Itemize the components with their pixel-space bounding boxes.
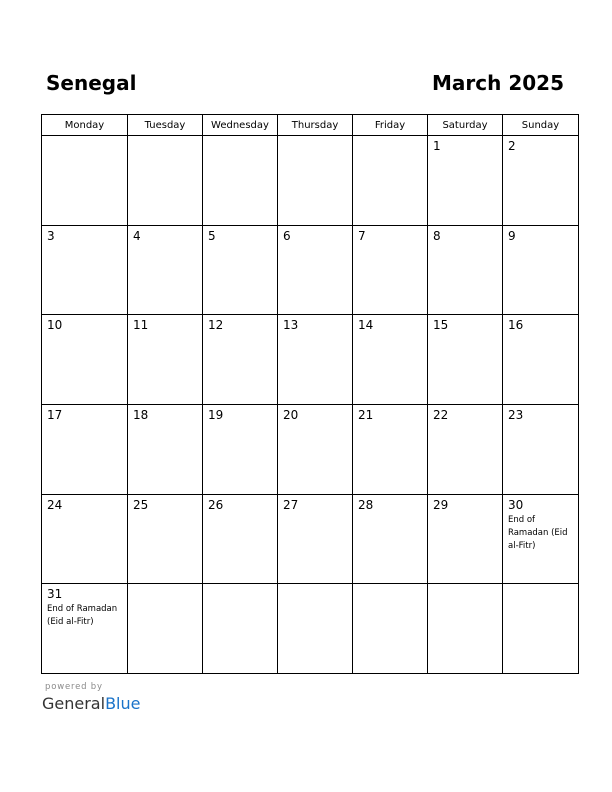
day-cell bbox=[353, 494, 428, 584]
day-number: 13 bbox=[283, 318, 299, 333]
week-row bbox=[42, 315, 579, 405]
day-number: 14 bbox=[358, 318, 374, 333]
day-cell bbox=[278, 404, 353, 494]
generalblue-logo[interactable] bbox=[42, 694, 140, 713]
weekday-friday: Friday bbox=[353, 115, 428, 136]
day-number: 23 bbox=[508, 407, 524, 422]
day-number: 10 bbox=[47, 318, 63, 333]
day-number: 5 bbox=[208, 228, 216, 243]
day-cell bbox=[278, 494, 353, 584]
day-number: 30 bbox=[508, 497, 524, 512]
empty-day-cell bbox=[128, 136, 203, 226]
day-number: 6 bbox=[283, 228, 291, 243]
day-number: 2 bbox=[508, 139, 516, 153]
day-cell bbox=[428, 404, 503, 494]
day-number: 29 bbox=[433, 497, 449, 512]
day-number: 16 bbox=[508, 318, 524, 333]
brand-blue-text: Blue bbox=[105, 694, 141, 713]
week-row bbox=[42, 225, 579, 315]
day-number: 28 bbox=[358, 497, 374, 512]
day-cell bbox=[503, 136, 579, 226]
day-number: 11 bbox=[133, 318, 149, 333]
empty-day-cell bbox=[503, 584, 579, 674]
day-number: 4 bbox=[133, 228, 141, 243]
holiday-label: End of Ramadan (Eid al-Fitr) bbox=[508, 514, 568, 551]
day-cell bbox=[353, 315, 428, 405]
weekday-wednesday: Wednesday bbox=[203, 115, 278, 136]
day-number: 8 bbox=[433, 228, 441, 243]
day-cell bbox=[353, 404, 428, 494]
weekday-sunday: Sunday bbox=[503, 115, 579, 136]
empty-day-cell bbox=[203, 584, 278, 674]
day-number: 17 bbox=[47, 407, 63, 422]
day-cell bbox=[128, 404, 203, 494]
day-cell bbox=[428, 315, 503, 405]
day-number: 27 bbox=[283, 497, 299, 512]
day-cell bbox=[42, 584, 128, 674]
day-cell bbox=[42, 494, 128, 584]
day-cell bbox=[42, 404, 128, 494]
powered-by-label: powered by bbox=[45, 682, 103, 692]
day-cell bbox=[428, 494, 503, 584]
weekday-header-row bbox=[42, 115, 579, 136]
day-cell bbox=[203, 225, 278, 315]
day-cell bbox=[428, 225, 503, 315]
day-number: 1 bbox=[433, 139, 441, 153]
brand-general-text: General bbox=[42, 694, 106, 713]
day-number: 15 bbox=[433, 318, 449, 333]
day-cell bbox=[278, 315, 353, 405]
day-number: 26 bbox=[208, 497, 224, 512]
empty-day-cell bbox=[203, 136, 278, 226]
day-cell bbox=[278, 225, 353, 315]
day-cell bbox=[128, 225, 203, 315]
month-title: March 2025 bbox=[432, 71, 564, 95]
week-row bbox=[42, 584, 579, 674]
weekday-saturday: Saturday bbox=[428, 115, 503, 136]
day-cell bbox=[42, 315, 128, 405]
day-number: 18 bbox=[133, 407, 149, 422]
day-number: 22 bbox=[433, 407, 449, 422]
day-cell bbox=[42, 225, 128, 315]
day-cell bbox=[503, 225, 579, 315]
empty-day-cell bbox=[353, 136, 428, 226]
empty-day-cell bbox=[278, 136, 353, 226]
day-cell bbox=[503, 494, 579, 584]
day-number: 31 bbox=[47, 587, 63, 602]
day-number: 3 bbox=[47, 228, 55, 243]
empty-day-cell bbox=[128, 584, 203, 674]
empty-day-cell bbox=[42, 136, 128, 226]
empty-day-cell bbox=[353, 584, 428, 674]
day-cell bbox=[428, 136, 503, 226]
day-number: 24 bbox=[47, 497, 63, 512]
weekday-tuesday: Tuesday bbox=[128, 115, 203, 136]
day-cell bbox=[503, 404, 579, 494]
week-row bbox=[42, 494, 579, 584]
holiday-label: End of Ramadan (Eid al-Fitr) bbox=[47, 604, 118, 628]
week-row bbox=[42, 136, 579, 226]
day-cell bbox=[503, 315, 579, 405]
country-title: Senegal bbox=[46, 71, 137, 95]
weekday-monday: Monday bbox=[42, 115, 128, 136]
day-cell bbox=[203, 404, 278, 494]
calendar-grid bbox=[41, 114, 579, 674]
day-cell bbox=[203, 315, 278, 405]
week-row bbox=[42, 404, 579, 494]
empty-day-cell bbox=[428, 584, 503, 674]
day-number: 21 bbox=[358, 407, 374, 422]
day-cell bbox=[203, 494, 278, 584]
day-number: 12 bbox=[208, 318, 224, 333]
empty-day-cell bbox=[278, 584, 353, 674]
day-cell bbox=[128, 494, 203, 584]
day-number: 7 bbox=[358, 228, 366, 243]
day-number: 20 bbox=[283, 407, 299, 422]
day-cell bbox=[128, 315, 203, 405]
day-cell bbox=[353, 225, 428, 315]
day-number: 19 bbox=[208, 407, 224, 422]
weekday-thursday: Thursday bbox=[278, 115, 353, 136]
day-number: 25 bbox=[133, 497, 149, 512]
day-number: 9 bbox=[508, 228, 516, 243]
